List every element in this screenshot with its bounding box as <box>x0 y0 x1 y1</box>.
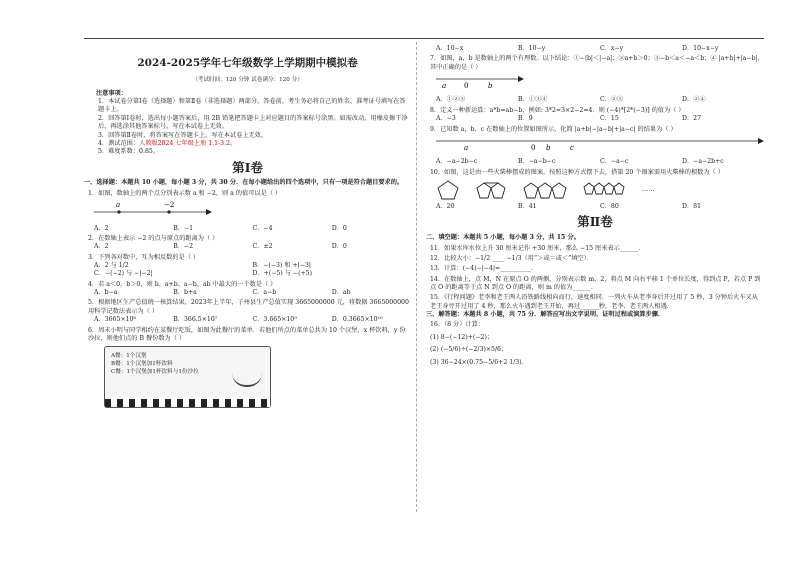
q2-option: B．−2 <box>173 243 194 251</box>
q8-option: B．9 <box>518 115 533 123</box>
menu-item-a: A餐：1个汉堡 <box>111 353 147 360</box>
q4-option: A．b−a <box>94 289 118 297</box>
volume-1-heading: 第Ⅰ卷 <box>232 159 263 175</box>
q7-option: B．①③④ <box>518 96 548 104</box>
q3-option: A．2 与 1/2 <box>94 261 129 269</box>
q7-option: A．①②③ <box>436 96 466 104</box>
notes-heading: 注意事项： <box>96 89 127 97</box>
note-3: 3．回答第Ⅱ卷时，将答案写在答题卡上。写在本试卷上无效。 <box>98 131 268 139</box>
q10-option: D．81 <box>682 202 702 210</box>
menu-item-b: B餐：1个汉堡加1杯饮料 <box>111 361 173 368</box>
q5-option: C．3.665×10⁹ <box>252 316 297 324</box>
question-12: 12．比较大小：−1/2 ____ −1/3（用“＞或＝或＜”填空）． <box>430 254 593 262</box>
q9-label-a: a <box>464 143 469 152</box>
q8-option: A．−3 <box>436 115 456 123</box>
q1-option: C．−4 <box>252 224 273 232</box>
question-14: 14．在数轴上，点 M，N 在原点 O 的两侧，分别表示数 m，2，将点 M 向右平移 1 个单位长度，得到点 P，若点 P 到点 O 的距离等于点 N 到点 O 的距离，则 m 的值为______． <box>430 275 761 291</box>
q3-option: C．−(−2) 与 −|−2| <box>94 270 153 278</box>
q9-options <box>436 158 764 166</box>
q3-option: B．−(−3) 和 +|−3| <box>252 261 311 269</box>
q1-label-neg2: −2 <box>164 201 175 210</box>
q8-option: C．15 <box>600 115 619 123</box>
q9-label-b: b <box>546 143 551 152</box>
q16-part-1: (1) 8−(−12)+(−2)； <box>430 333 494 341</box>
q10-options <box>436 203 764 211</box>
note-4: 4．测试范围：人教版2024 七年级上册 1.1-3.2。 <box>98 139 237 147</box>
q1-option: A．2 <box>94 224 109 232</box>
question-7: 7．如图，a，b 是数轴上的两个有理数。以下结论：①−|b|＜|−a|；②a+b＞0；③−b＜a＜−a＜b；④ |a+b|+|a−b|，其中正确的是（ ） <box>430 55 764 71</box>
pentagon-pattern-2 <box>474 179 508 201</box>
q7-label-a: a <box>442 82 447 91</box>
q2-option: C．±2 <box>252 243 273 251</box>
question-6: 6．周末小明与同学相约在某餐厅吃饭，如图为此餐厅的菜单．若他们所点的菜单总共为 10 个汉堡，x 杯饮料，y 份沙拉，则他们点的 B 餐份数为（ ） <box>88 326 406 342</box>
question-15: 15．《行程问题》老李和老王两人沿铁路线相向而行，速度相同．一列火车从老李身后开过用了 5 秒，3 分钟后火车又从老王身旁开过用了 4 秒，那么火车遇到老王开始，再过______秒，老李、老王两人相遇． <box>430 294 758 310</box>
q10-option: A．20 <box>436 202 455 210</box>
q16-part-2: (2) (−5/6)÷(−2/3)×5/6； <box>430 346 508 354</box>
q6-options <box>436 45 764 53</box>
q6-option: B．10−y <box>518 45 546 52</box>
section-1-heading: 一、选择题：本题共 10 小题，每小题 3 分，共 30 分．在每小题给出的四个选项中，只有一项是符合题目要求的。 <box>84 179 404 187</box>
q10-option: B．41 <box>518 202 537 210</box>
scope-text: 人教版2024 七年级上册 1.1-3.2。 <box>139 139 237 147</box>
q9-label-0: 0 <box>531 143 536 152</box>
q2-options <box>94 243 411 251</box>
q6-option: A．10−x <box>436 45 464 52</box>
volume-2-heading: 第Ⅱ卷 <box>577 214 613 230</box>
menu-picture <box>104 346 271 408</box>
q1-label-a: a <box>116 201 121 210</box>
right-column <box>426 42 764 367</box>
number-line-q1 <box>94 200 214 218</box>
question-10: 10．如图，这是由一些火柴棒摆成的图案，按照这种方式摆下去，搭第 20 个图案需用火柴棒的根数为（ ） <box>430 168 724 176</box>
q4-option: B．b+a <box>173 289 197 297</box>
q1-option: B．−1 <box>173 224 194 232</box>
note-2: 2．回答第Ⅰ卷时，选出每小题答案后，用 2B 铅笔把答题卡上对应题目的答案标号涂黑。如需改动，用橡皮擦干净后，再选涂其他答案标号。写在本试卷上无效。 <box>98 114 408 131</box>
question-8: 8．定义一种新运算：a*b=ab−b，例如: 3*2=3×2−2=4．则 (−4)*[2*(−3)] 的值为（ ） <box>430 106 685 114</box>
q7-option: C．②③ <box>600 96 624 104</box>
question-11: 11．如果水库水位上升 30 厘米记作 +30 厘米，那么 −15 厘米表示______． <box>430 244 645 252</box>
section-2-heading: 二、填空题：本题共 5 小题，每小题 3 分，共 15 分。 <box>426 234 580 242</box>
question-13: 13．计算：(−4)−|−4|=__________． <box>430 265 538 273</box>
q9-option: B．−a−b−c <box>518 158 556 166</box>
q8-option: D．27 <box>682 115 702 123</box>
pentagon-pattern-1 <box>436 179 460 201</box>
q2-option: D．0 <box>331 243 347 251</box>
checkered-border <box>105 399 270 407</box>
q7-options <box>436 96 764 104</box>
exam-meta: （考试时间：120 分钟 试卷满分：120 分） <box>192 77 303 84</box>
question-2: 2．在数轴上表示 −2 的点与原点的距离为（ ） <box>88 234 219 242</box>
q9-option: D．−a−2b+c <box>682 158 724 166</box>
q16-part-3: (3) 36−24×(0.75−5/6+2 1/3)． <box>430 358 528 366</box>
question-1: 1．如图，数轴上的两个点分别表示数 a 和 −2，则 a 的值可以是（ ） <box>88 189 282 197</box>
q4-options <box>94 289 411 297</box>
q3-option: D．+(−5) 与 −(+5) <box>252 270 313 278</box>
note-1: 1．本试卷分第Ⅰ卷（选择题）和第Ⅱ卷（非选择题）两部分。答卷前，考生务必将自己的姓名、准考证号填写在答题卡上。 <box>98 98 406 114</box>
note-5: 5．难度系数：0.85。 <box>98 148 160 156</box>
q9-option: C．−a−c <box>600 158 629 166</box>
q7-label-0: 0 <box>464 82 469 91</box>
number-line-q7 <box>436 74 526 90</box>
q2-option: A．2 <box>94 243 109 251</box>
q8-options <box>436 115 764 123</box>
q4-option: C．a−b <box>252 289 277 297</box>
q5-option: B．366.5×10⁷ <box>173 316 218 324</box>
question-9: 9．已知数 a，b，c 在数轴上的位置如图所示，化简 |a+b|−|a−b|+|a−c| 的结果为（ ） <box>430 125 677 133</box>
question-5: 5．根据地区生产总值统一核算结果，2023年上半年，子州县生产总值实现 3665000000 元，将数据 3665000000 用科学记数法表示为（ ） <box>88 299 409 315</box>
q4-option: D．ab <box>331 289 351 297</box>
q9-option: A．−a−2b−c <box>436 158 478 166</box>
matchstick-patterns <box>436 179 764 201</box>
number-line-q9 <box>436 136 766 152</box>
q1-option: D．0 <box>331 224 347 232</box>
pentagon-pattern-4 <box>582 179 628 201</box>
left-column <box>84 42 411 408</box>
q1-options <box>94 225 411 233</box>
q10-option: C．80 <box>600 202 619 210</box>
question-4: 4．若 a＜0，b＞0，则 b、a+b、a−b、ab 中最大的一个数是（ ） <box>88 280 277 288</box>
q7-label-b: b <box>488 82 493 91</box>
header-rule <box>84 38 764 39</box>
pentagon-pattern-3 <box>522 179 568 201</box>
q6-option: C．x−y <box>600 45 624 52</box>
food-dish-icon <box>232 371 262 387</box>
q6-option: D．10−x−y <box>682 45 719 52</box>
question-16: 16．（8 分）计算： <box>430 321 484 329</box>
menu-lines <box>111 353 199 376</box>
q9-label-c: c <box>570 143 574 152</box>
pattern-ellipsis: …… <box>642 185 655 193</box>
column-divider <box>416 42 417 512</box>
exam-title: 2024-2025学年七年级数学上学期期中模拟卷 <box>137 57 358 69</box>
menu-item-c: C餐：1个汉堡加1杯饮料与1份沙拉 <box>111 368 199 375</box>
section-3-heading: 三、解答题：本题共 8 小题，共 75 分．解答应写出文字说明、证明过程或演算步骤． <box>426 311 665 319</box>
q5-option: D．0.3665×10¹⁰ <box>331 316 383 324</box>
question-3: 3．下列各对数中，互为相反数的是（ ） <box>88 253 200 261</box>
q3-options-row2 <box>94 270 411 278</box>
q5-option: A．3665×10⁶ <box>94 316 136 324</box>
q5-options <box>94 316 411 324</box>
q7-option: D．②④ <box>682 96 706 104</box>
